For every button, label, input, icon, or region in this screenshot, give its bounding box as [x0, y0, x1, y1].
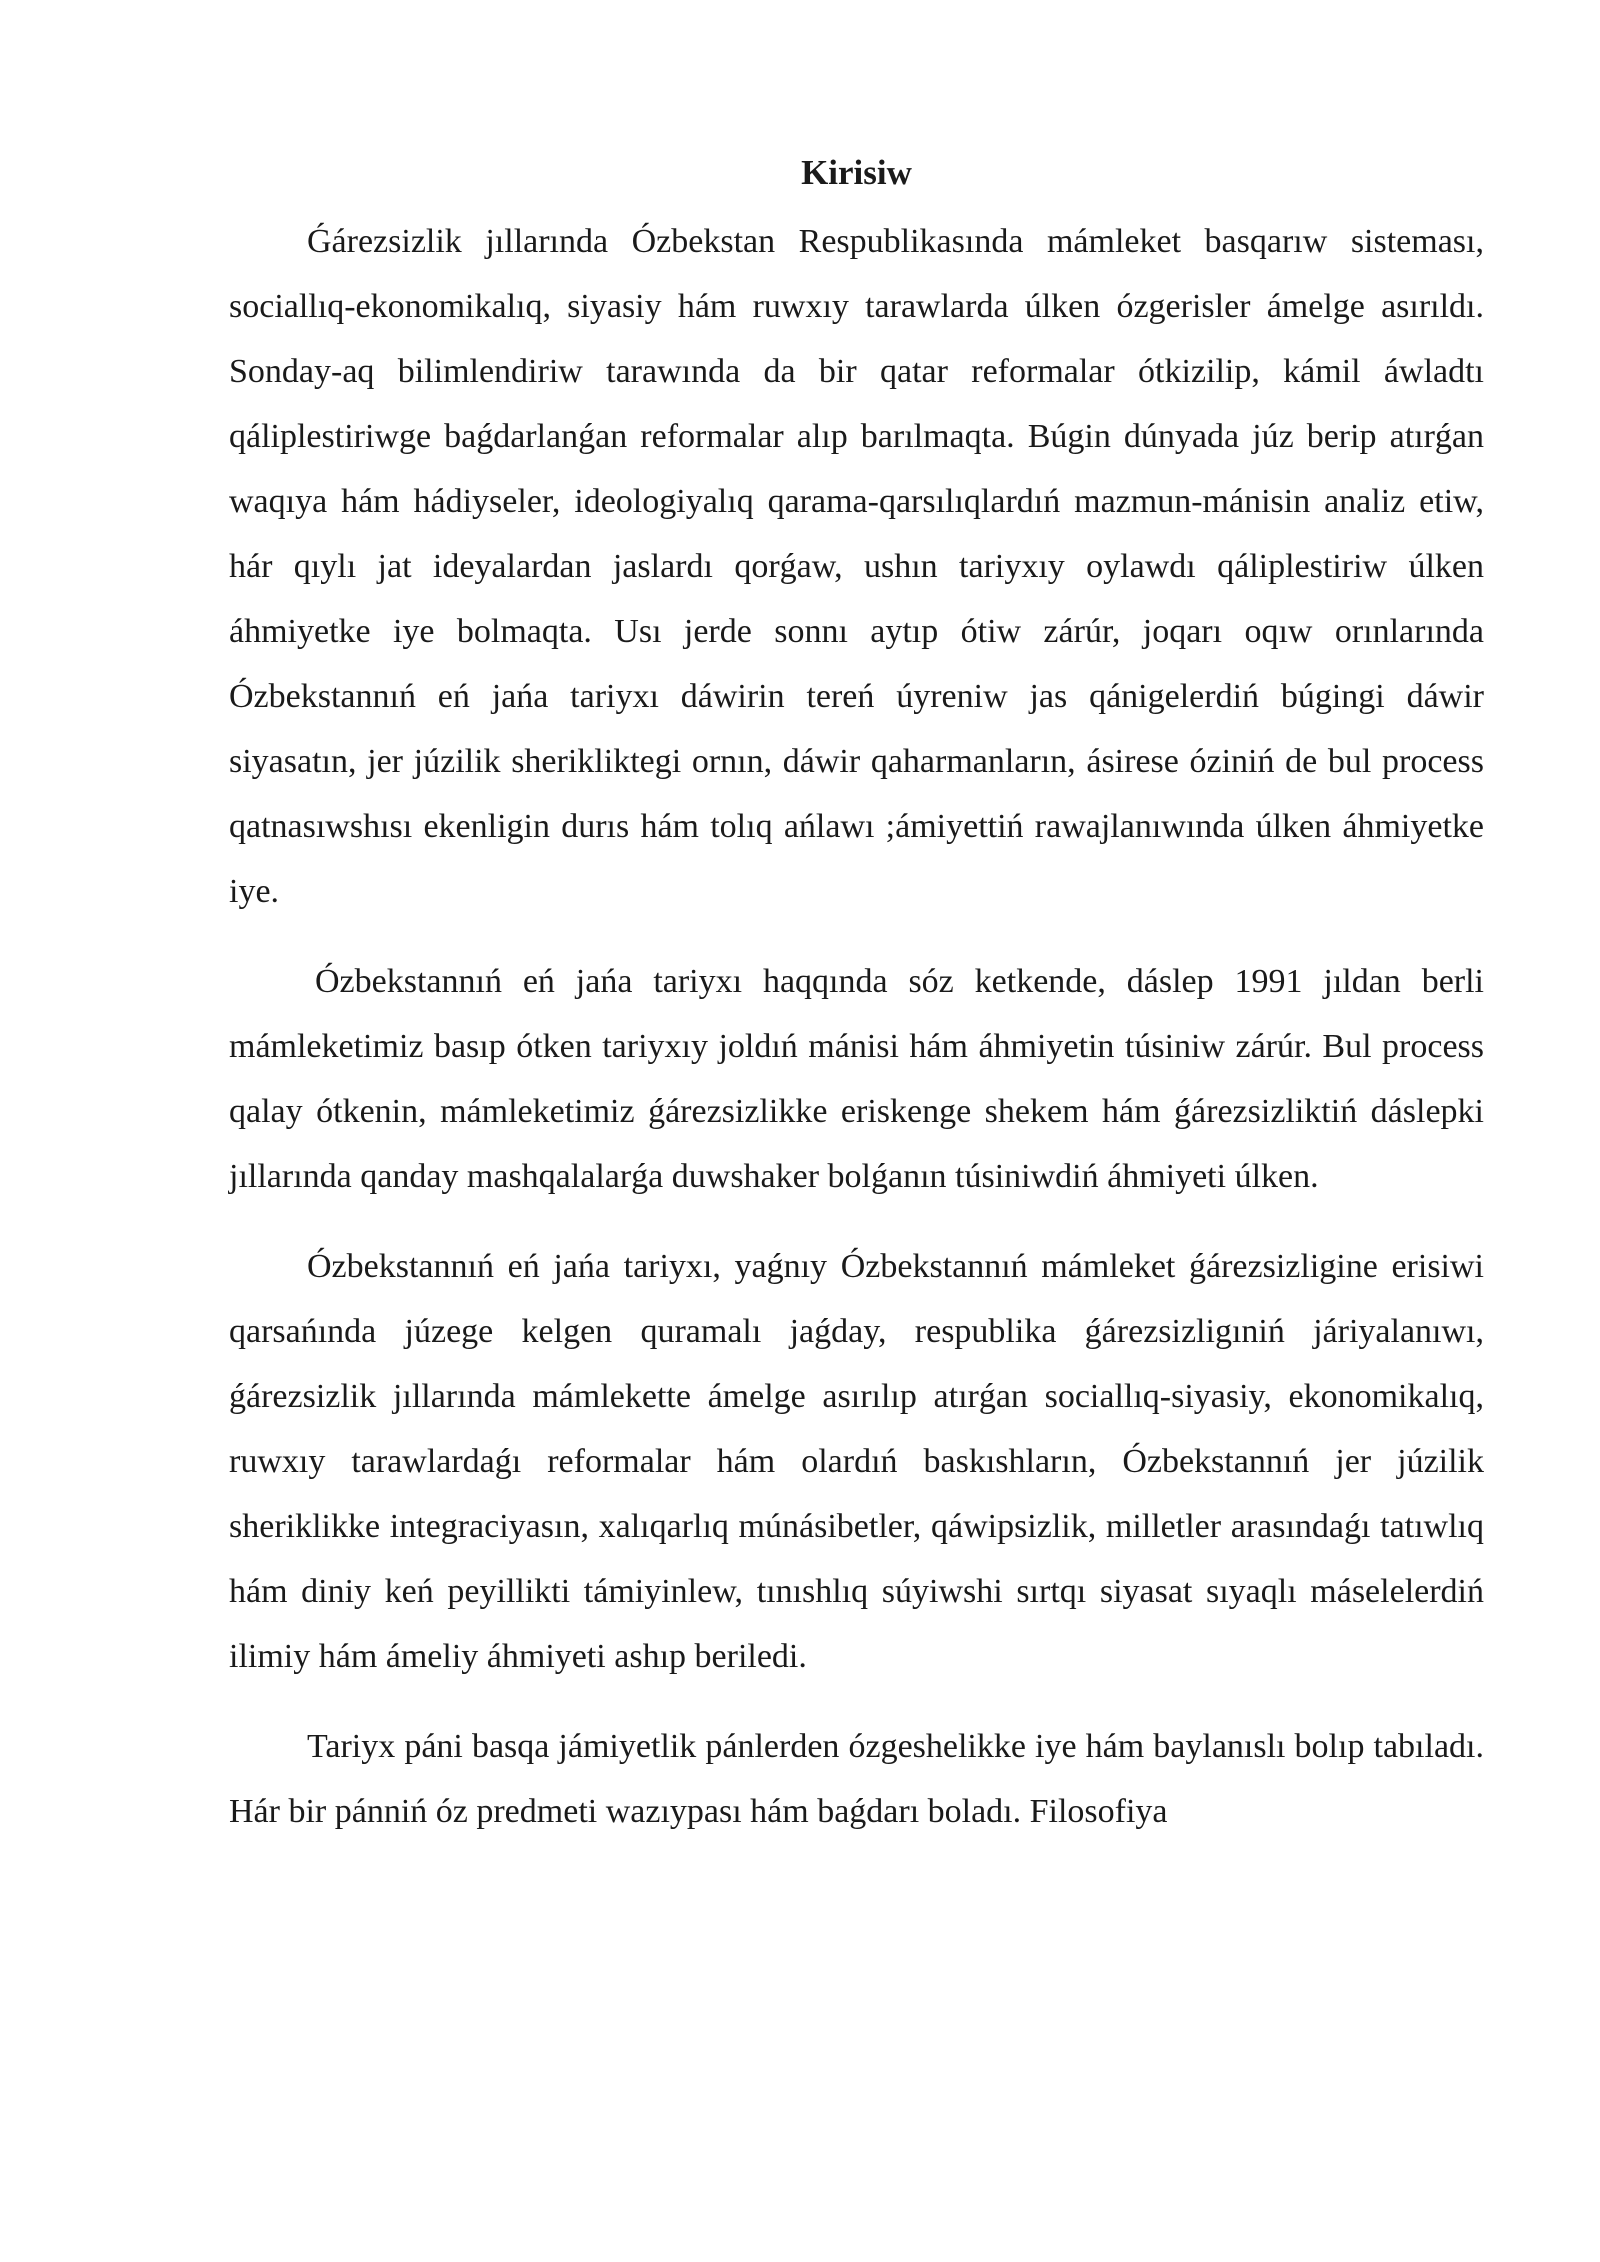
page-title: Kirisiw [801, 153, 912, 192]
paragraph-2: Ózbekstannıń eń jańa tariyxı haqqında sóz ketkende, dáslep 1991 jıldan berli mámleketimiz basıp ótken tariyxıy joldıń mánisi hám áhmiyetin túsiniw zárúr. Bul process qalay ótkenin, mámleketimiz ǵárezsizlikke eriskenge shekem hám ǵárezsizliktiń dáslepki jıllarında qanday mashqalalarǵa duwshaker bolǵanın túsiniwdiń áhmiyeti úlken. [229, 963, 1484, 1195]
paragraph-3: Ózbekstannıń eń jańa tariyxı, yaǵnıy Ózbekstannıń mámleket ǵárezsizligine erisiwi qarsańında júzege kelgen quramalı jaǵday, respublika ǵárezsizligıniń járiyalanıwı, ǵárezsizlik jıllarında mámlekette ámelge asırılıp atırǵan sociallıq-siyasiy, ekonomikalıq, ruwxıy tarawlardaǵı reformalar hám olardıń baskıshların, Ózbekstannıń jer júzilik sheriklikke integraciyasın, xalıqarlıq múnásibetler, qáwipsizlik, milletler arasındaǵı tatıwlıq hám diniy keń peyillikti támiyinlew, tınıshlıq súyiwshi sırtqı siyasat sıyaqlı máselelerdiń ilimiy hám ámeliy áhmiyeti ashıp beriledi. [229, 1248, 1484, 1675]
paragraph-1: Ǵárezsizlik jıllarında Ózbekstan Respublikasında mámleket basqarıw sisteması, sociallıq-ekonomikalıq, siyasiy hám ruwxıy tarawlarda úlken ózgerisler ámelge asırıldı. Sonday-aq bilimlendiriw tarawında da bir qatar reformalar ótkizilip, kámil áwladtı qáliplestiriwge baǵdarlanǵan reformalar alıp barılmaqta. Búgin dúnyada júz berip atırǵan waqıya hám hádiyseler, ideologiyalıq qarama-qarsılıqlardıń mazmun-mánisin analiz etiw, hár qıylı jat ideyalardan jaslardı qorǵaw, ushın tariyxıy oylawdı qáliplestiriw úlken áhmiyetke iye bolmaqta. Usı jerde sonnı aytıp ótiw zárúr, joqarı oqıw orınlarında Ózbekstannıń eń jańa tariyxı dáwirin tereń úyreniw jas qánigelerdiń búgingi dáwir siyasatın, jer júzilik sherikliktegi ornın, dáwir qaharmanların, ásirese óziniń de bul process qatnasıwshısı ekenligin durıs hám tolıq ańlawı ;ámiyettiń rawajlanıwında úlken áhmiyetke iye. [229, 223, 1484, 910]
paragraph-4: Tariyx páni basqa jámiyetlik pánlerden ózgeshelikke iye hám baylanıslı bolıp tabıladı. Hár bir pánniń óz predmeti wazıypası hám baǵdarı boladı. Filosofiya [229, 1728, 1484, 1830]
document-body [229, 140, 1484, 1844]
